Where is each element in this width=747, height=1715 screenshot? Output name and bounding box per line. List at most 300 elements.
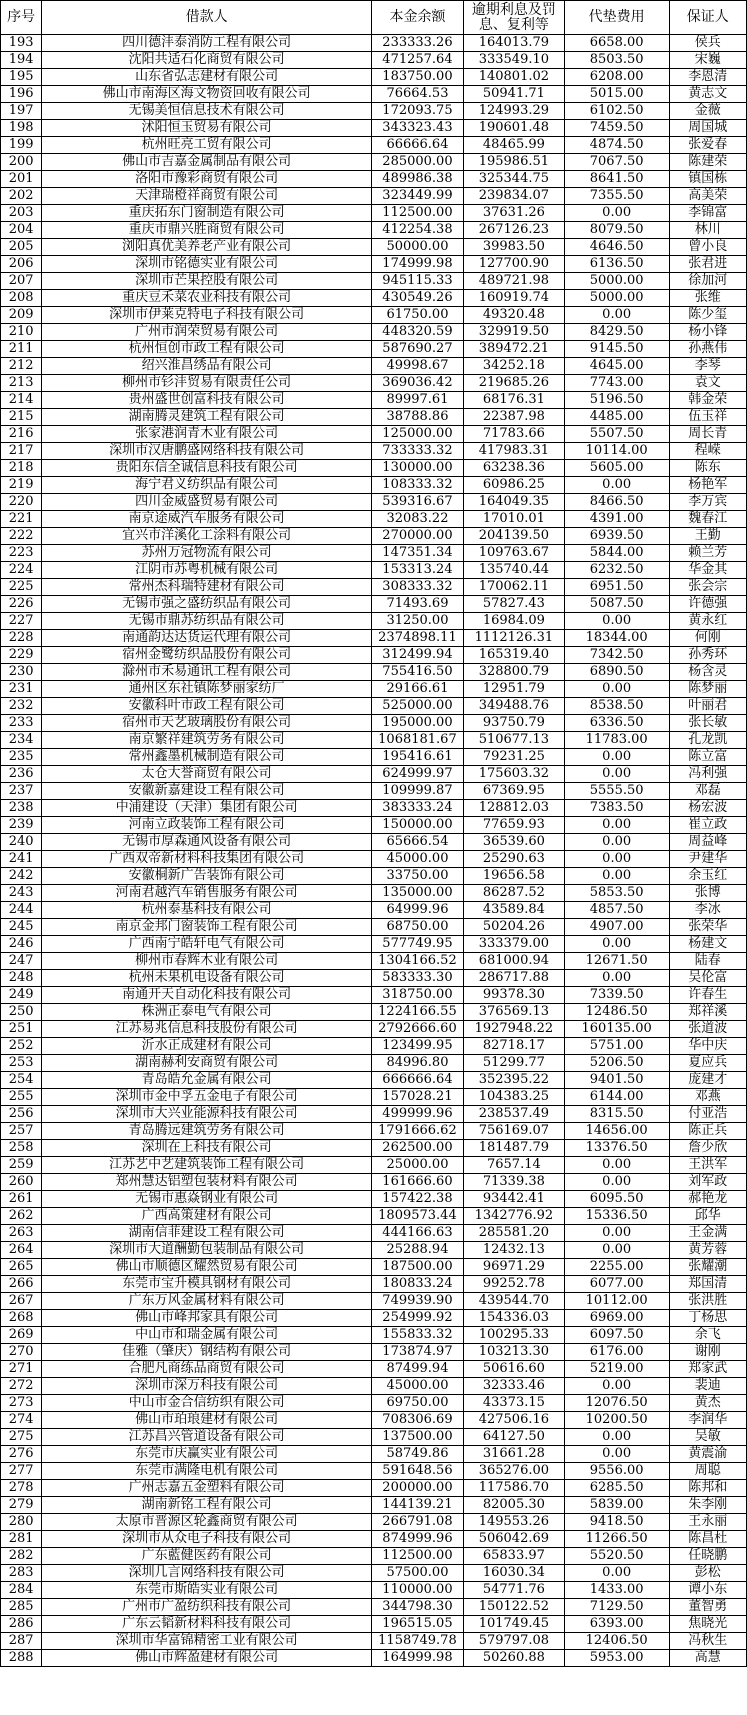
cell-guarantor: 王永丽 — [669, 1514, 746, 1531]
cell-guarantor: 冯利强 — [669, 766, 746, 783]
cell-index: 219 — [1, 477, 42, 494]
cell-guarantor: 陈昌杜 — [669, 1531, 746, 1548]
cell-guarantor: 张耀潮 — [669, 1259, 746, 1276]
cell-advance-fees: 0.00 — [564, 681, 669, 698]
cell-principal: 174999.98 — [371, 256, 463, 273]
cell-overdue-interest: 71339.38 — [464, 1174, 565, 1191]
cell-overdue-interest: 204139.50 — [464, 528, 565, 545]
cell-principal: 1809573.44 — [371, 1208, 463, 1225]
cell-overdue-interest: 165319.40 — [464, 647, 565, 664]
cell-overdue-interest: 12951.79 — [464, 681, 565, 698]
cell-guarantor: 庞建才 — [669, 1072, 746, 1089]
table-row — [1, 154, 747, 171]
cell-borrower: 湖南新铭工程有限公司 — [42, 1497, 372, 1514]
cell-principal: 1304166.52 — [371, 953, 463, 970]
cell-index: 251 — [1, 1021, 42, 1038]
cell-principal: 312499.94 — [371, 647, 463, 664]
cell-guarantor: 谢刚 — [669, 1344, 746, 1361]
cell-borrower: 广东万风金属材料有限公司 — [42, 1293, 372, 1310]
cell-principal: 187500.00 — [371, 1259, 463, 1276]
cell-index: 246 — [1, 936, 42, 953]
cell-overdue-interest: 93750.79 — [464, 715, 565, 732]
cell-advance-fees: 14656.00 — [564, 1123, 669, 1140]
cell-advance-fees: 7067.50 — [564, 154, 669, 171]
table-row — [1, 1004, 747, 1021]
cell-principal: 31250.00 — [371, 613, 463, 630]
cell-advance-fees: 0.00 — [564, 936, 669, 953]
cell-overdue-interest: 82005.30 — [464, 1497, 565, 1514]
cell-overdue-interest: 1112126.31 — [464, 630, 565, 647]
cell-guarantor: 张道波 — [669, 1021, 746, 1038]
cell-overdue-interest: 16984.09 — [464, 613, 565, 630]
cell-advance-fees: 8079.50 — [564, 222, 669, 239]
cell-index: 193 — [1, 35, 42, 52]
cell-advance-fees: 0.00 — [564, 766, 669, 783]
cell-borrower: 深圳市芒果控股有限公司 — [42, 273, 372, 290]
cell-advance-fees: 4646.50 — [564, 239, 669, 256]
cell-borrower: 常州鑫墨机械制造有限公司 — [42, 749, 372, 766]
cell-index: 268 — [1, 1310, 42, 1327]
cell-guarantor: 何刚 — [669, 630, 746, 647]
table-row — [1, 103, 747, 120]
cell-borrower: 江阴市苏粤机械有限公司 — [42, 562, 372, 579]
table-row — [1, 1208, 747, 1225]
cell-principal: 164999.98 — [371, 1650, 463, 1667]
cell-index: 262 — [1, 1208, 42, 1225]
cell-borrower: 张家港润青木业有限公司 — [42, 426, 372, 443]
cell-advance-fees: 0.00 — [564, 1378, 669, 1395]
cell-index: 215 — [1, 409, 42, 426]
cell-principal: 45000.00 — [371, 1378, 463, 1395]
cell-guarantor: 孙燕伟 — [669, 341, 746, 358]
cell-overdue-interest: 32333.46 — [464, 1378, 565, 1395]
cell-borrower: 安徽科叶市政工程有限公司 — [42, 698, 372, 715]
cell-principal: 87499.94 — [371, 1361, 463, 1378]
table-header-row — [1, 1, 747, 35]
cell-advance-fees: 12076.50 — [564, 1395, 669, 1412]
cell-index: 238 — [1, 800, 42, 817]
cell-advance-fees: 5953.00 — [564, 1650, 669, 1667]
cell-overdue-interest: 103213.30 — [464, 1344, 565, 1361]
cell-index: 241 — [1, 851, 42, 868]
cell-overdue-interest: 756169.07 — [464, 1123, 565, 1140]
cell-borrower: 湖南信菲建设工程有限公司 — [42, 1225, 372, 1242]
cell-borrower: 深圳市伊莱克特电子科技有限公司 — [42, 307, 372, 324]
table-row — [1, 715, 747, 732]
header-guarantor: 保证人 — [669, 1, 746, 35]
cell-borrower: 青岛皓允金属有限公司 — [42, 1072, 372, 1089]
cell-overdue-interest: 128812.03 — [464, 800, 565, 817]
table-row — [1, 35, 747, 52]
header-borrower: 借款人 — [42, 1, 372, 35]
cell-advance-fees: 7339.50 — [564, 987, 669, 1004]
cell-borrower: 无锡市强之盛纺织品有限公司 — [42, 596, 372, 613]
cell-guarantor: 黄杰 — [669, 1395, 746, 1412]
cell-overdue-interest: 96971.29 — [464, 1259, 565, 1276]
table-row — [1, 1650, 747, 1667]
cell-principal: 1068181.67 — [371, 732, 463, 749]
cell-principal: 708306.69 — [371, 1412, 463, 1429]
cell-principal: 157422.38 — [371, 1191, 463, 1208]
cell-borrower: 广东云韬新材料科技有限公司 — [42, 1616, 372, 1633]
cell-guarantor: 陈少玺 — [669, 307, 746, 324]
cell-guarantor: 杨建文 — [669, 936, 746, 953]
cell-overdue-interest: 181487.79 — [464, 1140, 565, 1157]
cell-index: 242 — [1, 868, 42, 885]
cell-principal: 270000.00 — [371, 528, 463, 545]
cell-borrower: 安徽桐新广告装饰有限公司 — [42, 868, 372, 885]
cell-advance-fees: 0.00 — [564, 1174, 669, 1191]
cell-borrower: 重庆市鼎兴胜商贸有限公司 — [42, 222, 372, 239]
cell-guarantor: 张荣华 — [669, 919, 746, 936]
cell-index: 283 — [1, 1565, 42, 1582]
cell-principal: 49998.67 — [371, 358, 463, 375]
cell-principal: 58749.86 — [371, 1446, 463, 1463]
cell-principal: 233333.26 — [371, 35, 463, 52]
cell-borrower: 江苏昌兴管道设备有限公司 — [42, 1429, 372, 1446]
cell-index: 227 — [1, 613, 42, 630]
cell-borrower: 青岛腾远建筑劳务有限公司 — [42, 1123, 372, 1140]
cell-index: 216 — [1, 426, 42, 443]
cell-advance-fees: 10112.00 — [564, 1293, 669, 1310]
cell-guarantor: 王金满 — [669, 1225, 746, 1242]
cell-guarantor: 李锦富 — [669, 205, 746, 222]
cell-index: 265 — [1, 1259, 42, 1276]
cell-principal: 57500.00 — [371, 1565, 463, 1582]
cell-advance-fees: 2255.00 — [564, 1259, 669, 1276]
cell-index: 217 — [1, 443, 42, 460]
cell-index: 249 — [1, 987, 42, 1004]
cell-borrower: 广东藍健医药有限公司 — [42, 1548, 372, 1565]
cell-principal: 112500.00 — [371, 1548, 463, 1565]
cell-borrower: 宿州金鹭纺织品股份有限公司 — [42, 647, 372, 664]
cell-principal: 471257.64 — [371, 52, 463, 69]
cell-principal: 69750.00 — [371, 1395, 463, 1412]
cell-guarantor: 董智勇 — [669, 1599, 746, 1616]
cell-borrower: 沭阳恒玉贸易有限公司 — [42, 120, 372, 137]
table-row — [1, 1446, 747, 1463]
cell-principal: 323449.99 — [371, 188, 463, 205]
cell-overdue-interest: 1342776.92 — [464, 1208, 565, 1225]
cell-principal: 285000.00 — [371, 154, 463, 171]
cell-advance-fees: 6969.00 — [564, 1310, 669, 1327]
cell-index: 256 — [1, 1106, 42, 1123]
cell-guarantor: 尹建华 — [669, 851, 746, 868]
cell-advance-fees: 18344.00 — [564, 630, 669, 647]
cell-overdue-interest: 389472.21 — [464, 341, 565, 358]
cell-principal: 539316.67 — [371, 494, 463, 511]
cell-index: 273 — [1, 1395, 42, 1412]
cell-index: 202 — [1, 188, 42, 205]
cell-overdue-interest: 489721.98 — [464, 273, 565, 290]
cell-index: 255 — [1, 1089, 42, 1106]
cell-principal: 108333.32 — [371, 477, 463, 494]
cell-index: 236 — [1, 766, 42, 783]
cell-guarantor: 郑国清 — [669, 1276, 746, 1293]
cell-principal: 135000.00 — [371, 885, 463, 902]
cell-overdue-interest: 100295.33 — [464, 1327, 565, 1344]
cell-guarantor: 郝艳龙 — [669, 1191, 746, 1208]
cell-guarantor: 刘军政 — [669, 1174, 746, 1191]
cell-index: 279 — [1, 1497, 42, 1514]
table-row — [1, 1140, 747, 1157]
cell-borrower: 深圳市金中孚五金电子有限公司 — [42, 1089, 372, 1106]
cell-borrower: 无锡市惠焱钢业有限公司 — [42, 1191, 372, 1208]
table-row — [1, 1038, 747, 1055]
cell-guarantor: 伍玉祥 — [669, 409, 746, 426]
table-row — [1, 596, 747, 613]
cell-borrower: 滁州市禾易通讯工程有限公司 — [42, 664, 372, 681]
cell-advance-fees: 7342.50 — [564, 647, 669, 664]
table-row — [1, 511, 747, 528]
cell-advance-fees: 0.00 — [564, 868, 669, 885]
cell-guarantor: 彭松 — [669, 1565, 746, 1582]
cell-overdue-interest: 140801.02 — [464, 69, 565, 86]
cell-overdue-interest: 34252.18 — [464, 358, 565, 375]
cell-borrower: 佛山市吉嘉金属制品有限公司 — [42, 154, 372, 171]
cell-principal: 583333.30 — [371, 970, 463, 987]
table-row — [1, 1174, 747, 1191]
table-row — [1, 1582, 747, 1599]
cell-guarantor: 吴伦富 — [669, 970, 746, 987]
cell-advance-fees: 8315.50 — [564, 1106, 669, 1123]
cell-advance-fees: 0.00 — [564, 477, 669, 494]
cell-advance-fees: 1433.00 — [564, 1582, 669, 1599]
cell-overdue-interest: 60986.25 — [464, 477, 565, 494]
table-row — [1, 1225, 747, 1242]
cell-overdue-interest: 328800.79 — [464, 664, 565, 681]
table-row — [1, 970, 747, 987]
table-row — [1, 52, 747, 69]
cell-index: 245 — [1, 919, 42, 936]
cell-overdue-interest: 427506.16 — [464, 1412, 565, 1429]
cell-overdue-interest: 239834.07 — [464, 188, 565, 205]
cell-principal: 68750.00 — [371, 919, 463, 936]
cell-guarantor: 陈邦和 — [669, 1480, 746, 1497]
cell-advance-fees: 6658.00 — [564, 35, 669, 52]
cell-advance-fees: 9556.00 — [564, 1463, 669, 1480]
cell-borrower: 苏州万冠物流有限公司 — [42, 545, 372, 562]
cell-guarantor: 丁杨思 — [669, 1310, 746, 1327]
cell-overdue-interest: 68176.31 — [464, 392, 565, 409]
cell-overdue-interest: 117586.70 — [464, 1480, 565, 1497]
table-row — [1, 205, 747, 222]
cell-borrower: 佛山市珀琅建材有限公司 — [42, 1412, 372, 1429]
table-row — [1, 528, 747, 545]
cell-index: 275 — [1, 1429, 42, 1446]
cell-index: 222 — [1, 528, 42, 545]
cell-borrower: 郑州慧达铝塑包装材料有限公司 — [42, 1174, 372, 1191]
cell-borrower: 贵阳东信全诚信息科技有限公司 — [42, 460, 372, 477]
table-row — [1, 86, 747, 103]
cell-advance-fees: 5839.00 — [564, 1497, 669, 1514]
cell-borrower: 株洲正泰电气有限公司 — [42, 1004, 372, 1021]
cell-overdue-interest: 93442.41 — [464, 1191, 565, 1208]
cell-borrower: 佛山市辉盈建材有限公司 — [42, 1650, 372, 1667]
table-row — [1, 953, 747, 970]
cell-borrower: 浏阳真优美养老产业有限公司 — [42, 239, 372, 256]
cell-guarantor: 金薇 — [669, 103, 746, 120]
cell-index: 287 — [1, 1633, 42, 1650]
cell-principal: 308333.32 — [371, 579, 463, 596]
cell-index: 230 — [1, 664, 42, 681]
cell-advance-fees: 0.00 — [564, 834, 669, 851]
cell-advance-fees: 8503.50 — [564, 52, 669, 69]
cell-index: 261 — [1, 1191, 42, 1208]
cell-advance-fees: 12486.50 — [564, 1004, 669, 1021]
table-row — [1, 681, 747, 698]
table-row — [1, 647, 747, 664]
cell-advance-fees: 0.00 — [564, 307, 669, 324]
cell-advance-fees: 6176.00 — [564, 1344, 669, 1361]
cell-borrower: 合肥凡商练品商贸有限公司 — [42, 1361, 372, 1378]
cell-borrower: 深圳在上科技有限公司 — [42, 1140, 372, 1157]
table-row — [1, 120, 747, 137]
cell-index: 247 — [1, 953, 42, 970]
header-overdue-interest: 逾期利息及罚息、复利等 — [464, 1, 565, 35]
cell-guarantor: 周聪 — [669, 1463, 746, 1480]
table-row — [1, 783, 747, 800]
cell-advance-fees: 0.00 — [564, 1565, 669, 1582]
cell-advance-fees: 5206.50 — [564, 1055, 669, 1072]
cell-principal: 624999.97 — [371, 766, 463, 783]
cell-overdue-interest: 19656.58 — [464, 868, 565, 885]
cell-index: 235 — [1, 749, 42, 766]
cell-index: 207 — [1, 273, 42, 290]
cell-guarantor: 裴迪 — [669, 1378, 746, 1395]
table-row — [1, 766, 747, 783]
cell-principal: 577749.95 — [371, 936, 463, 953]
cell-guarantor: 杨宏波 — [669, 800, 746, 817]
cell-guarantor: 詹少欣 — [669, 1140, 746, 1157]
cell-overdue-interest: 190601.48 — [464, 120, 565, 137]
cell-advance-fees: 7383.50 — [564, 800, 669, 817]
cell-overdue-interest: 50204.26 — [464, 919, 565, 936]
table-row — [1, 290, 747, 307]
cell-principal: 591648.56 — [371, 1463, 463, 1480]
cell-guarantor: 吴敏 — [669, 1429, 746, 1446]
cell-overdue-interest: 54771.76 — [464, 1582, 565, 1599]
cell-borrower: 宜兴市洋溪化工涂料有限公司 — [42, 528, 372, 545]
table-row — [1, 1242, 747, 1259]
cell-overdue-interest: 439544.70 — [464, 1293, 565, 1310]
cell-advance-fees: 5219.00 — [564, 1361, 669, 1378]
cell-advance-fees: 9418.50 — [564, 1514, 669, 1531]
cell-index: 259 — [1, 1157, 42, 1174]
cell-borrower: 天津瑞橙祥商贸有限公司 — [42, 188, 372, 205]
cell-borrower: 宿州市天艺玻璃股份有限公司 — [42, 715, 372, 732]
cell-borrower: 绍兴淮昌绣品有限公司 — [42, 358, 372, 375]
cell-guarantor: 王勤 — [669, 528, 746, 545]
table-row — [1, 1310, 747, 1327]
cell-principal: 254999.92 — [371, 1310, 463, 1327]
cell-principal: 412254.38 — [371, 222, 463, 239]
cell-borrower: 杭州恒创市政工程有限公司 — [42, 341, 372, 358]
cell-overdue-interest: 7657.14 — [464, 1157, 565, 1174]
cell-guarantor: 李冰 — [669, 902, 746, 919]
table-row — [1, 1123, 747, 1140]
cell-advance-fees: 10200.50 — [564, 1412, 669, 1429]
cell-borrower: 中浦建设（天津）集团有限公司 — [42, 800, 372, 817]
cell-borrower: 江苏易兆信息科技股份有限公司 — [42, 1021, 372, 1038]
table-row — [1, 477, 747, 494]
cell-borrower: 洛阳市豫彩商贸有限公司 — [42, 171, 372, 188]
cell-index: 272 — [1, 1378, 42, 1395]
cell-guarantor: 李琴 — [669, 358, 746, 375]
cell-principal: 173874.97 — [371, 1344, 463, 1361]
cell-advance-fees: 5751.00 — [564, 1038, 669, 1055]
cell-index: 260 — [1, 1174, 42, 1191]
table-row — [1, 1276, 747, 1293]
cell-borrower: 常州杰科瑞特建材有限公司 — [42, 579, 372, 596]
cell-index: 200 — [1, 154, 42, 171]
cell-index: 243 — [1, 885, 42, 902]
cell-overdue-interest: 12432.13 — [464, 1242, 565, 1259]
cell-index: 225 — [1, 579, 42, 596]
cell-advance-fees: 11266.50 — [564, 1531, 669, 1548]
cell-borrower: 深圳市大道酬勤包装制品有限公司 — [42, 1242, 372, 1259]
cell-borrower: 沂水正成建材有限公司 — [42, 1038, 372, 1055]
cell-advance-fees: 6285.50 — [564, 1480, 669, 1497]
cell-guarantor: 曾小良 — [669, 239, 746, 256]
cell-overdue-interest: 329919.50 — [464, 324, 565, 341]
cell-advance-fees: 6232.50 — [564, 562, 669, 579]
cell-index: 280 — [1, 1514, 42, 1531]
cell-borrower: 深圳市汉唐鹏盛网络科技有限公司 — [42, 443, 372, 460]
cell-overdue-interest: 51299.77 — [464, 1055, 565, 1072]
cell-guarantor: 陈东 — [669, 460, 746, 477]
cell-overdue-interest: 16030.34 — [464, 1565, 565, 1582]
cell-principal: 123499.95 — [371, 1038, 463, 1055]
table-row — [1, 1361, 747, 1378]
cell-overdue-interest: 104383.25 — [464, 1089, 565, 1106]
cell-advance-fees: 160135.00 — [564, 1021, 669, 1038]
cell-principal: 587690.27 — [371, 341, 463, 358]
cell-principal: 318750.00 — [371, 987, 463, 1004]
cell-index: 267 — [1, 1293, 42, 1310]
cell-overdue-interest: 175603.32 — [464, 766, 565, 783]
cell-index: 240 — [1, 834, 42, 851]
cell-index: 237 — [1, 783, 42, 800]
cell-advance-fees: 0.00 — [564, 1429, 669, 1446]
cell-advance-fees: 7459.50 — [564, 120, 669, 137]
cell-borrower: 南京途威汽车服务有限公司 — [42, 511, 372, 528]
cell-borrower: 东莞市庆赢实业有限公司 — [42, 1446, 372, 1463]
cell-index: 257 — [1, 1123, 42, 1140]
cell-advance-fees: 12671.50 — [564, 953, 669, 970]
cell-principal: 343323.43 — [371, 120, 463, 137]
table-row — [1, 851, 747, 868]
cell-principal: 183750.00 — [371, 69, 463, 86]
table-row — [1, 885, 747, 902]
cell-index: 228 — [1, 630, 42, 647]
cell-guarantor: 余玉红 — [669, 868, 746, 885]
cell-advance-fees: 4874.50 — [564, 137, 669, 154]
cell-guarantor: 陆春 — [669, 953, 746, 970]
cell-principal: 25000.00 — [371, 1157, 463, 1174]
table-row — [1, 732, 747, 749]
cell-guarantor: 李润华 — [669, 1412, 746, 1429]
cell-guarantor: 张会宗 — [669, 579, 746, 596]
cell-advance-fees: 11783.00 — [564, 732, 669, 749]
cell-overdue-interest: 99378.30 — [464, 987, 565, 1004]
cell-guarantor: 王洪军 — [669, 1157, 746, 1174]
cell-index: 210 — [1, 324, 42, 341]
table-row — [1, 426, 747, 443]
cell-guarantor: 韩金荣 — [669, 392, 746, 409]
cell-principal: 1224166.55 — [371, 1004, 463, 1021]
table-row — [1, 1089, 747, 1106]
